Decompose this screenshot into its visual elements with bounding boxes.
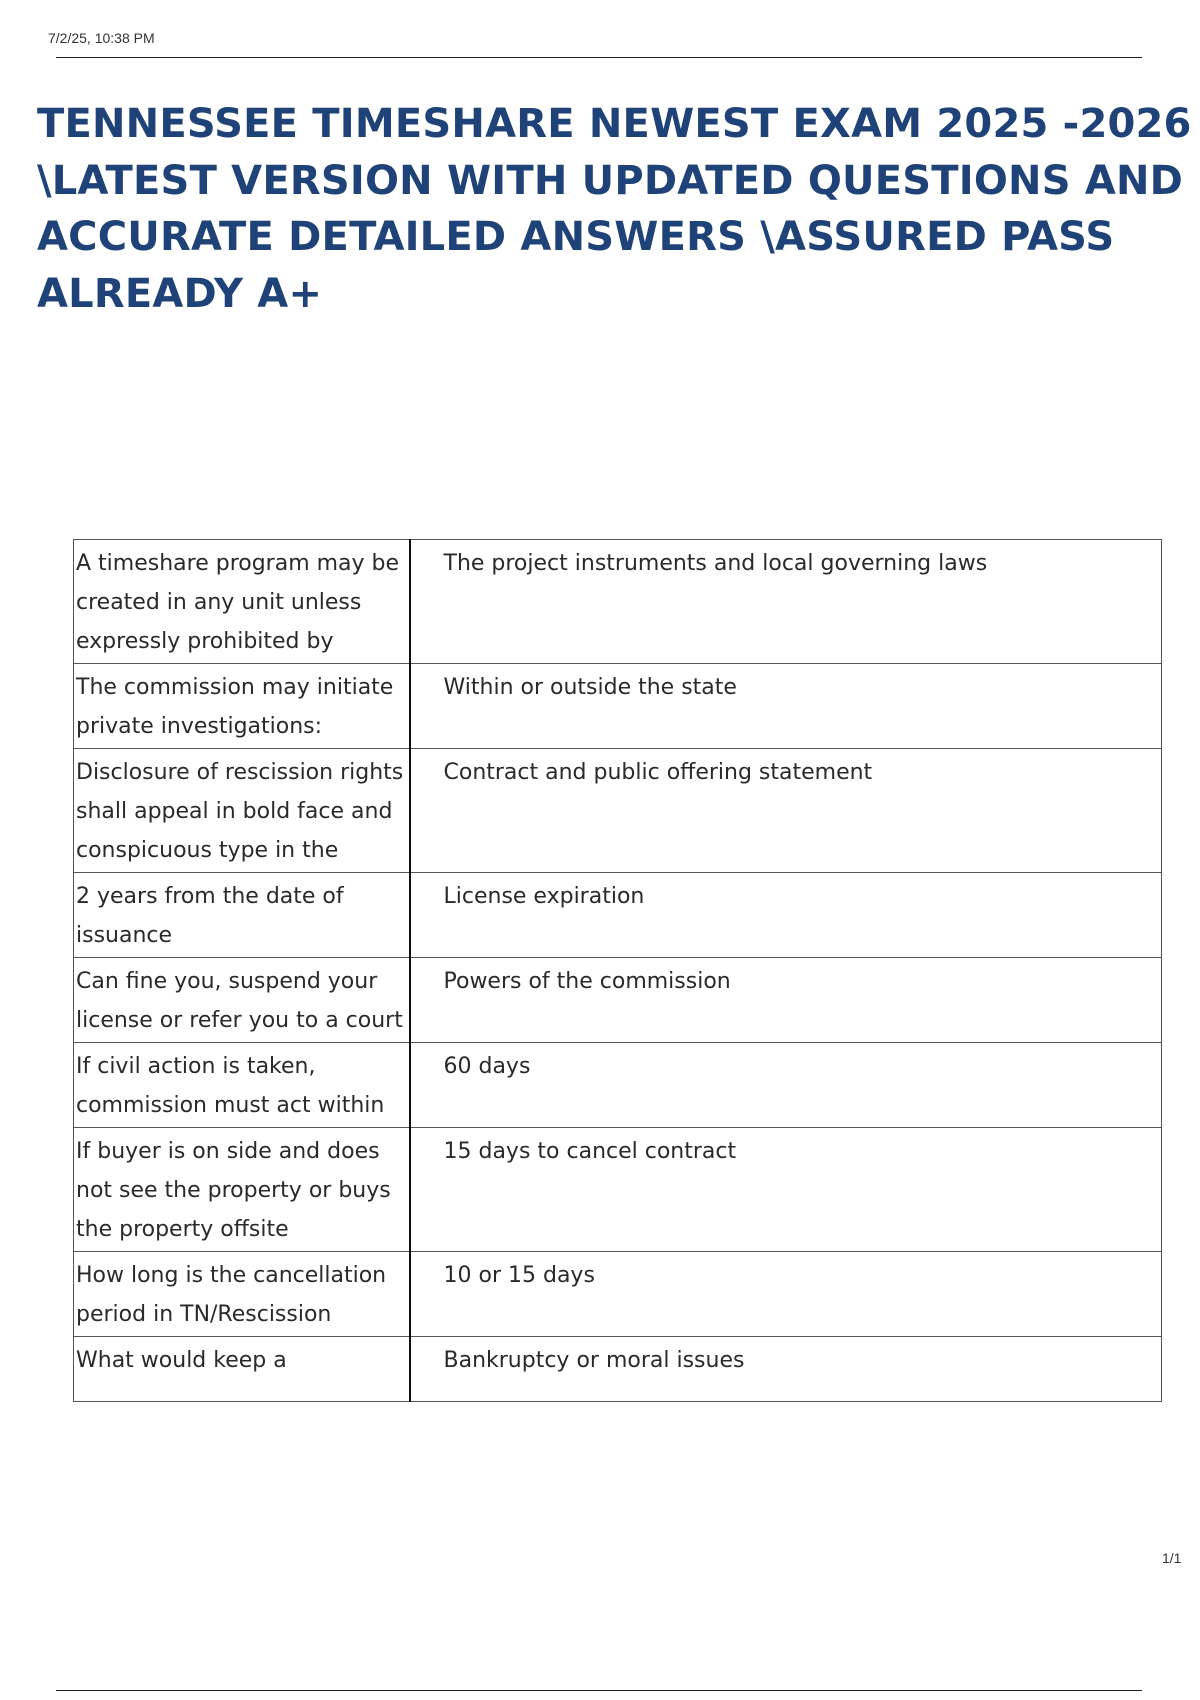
question-cell: A timeshare program may be created in any unit unless expressly prohibited by [74,540,410,664]
flashcard-table [73,539,1162,1402]
question-cell: What would keep a [74,1337,410,1402]
table-row [74,1252,1162,1337]
question-cell: Disclosure of rescission rights shall appeal in bold face and conspicuous type in the [74,749,410,873]
answer-cell: Contract and public offering statement [410,749,1162,873]
title-line: ACCURATE DETAILED ANSWERS \ASSURED PASS [37,214,1115,260]
answer-cell: The project instruments and local governing laws [410,540,1162,664]
document-title [37,96,1197,322]
footer-divider [56,1690,1142,1691]
table-row [74,1043,1162,1128]
table-row [74,664,1162,749]
question-cell: Can fine you, suspend your license or refer you to a court [74,958,410,1043]
title-line: ALREADY A+ [37,270,323,317]
title-line: TENNESSEE TIMESHARE NEWEST EXAM 2025 -2026 [37,101,1192,147]
answer-cell: 10 or 15 days [410,1252,1162,1337]
question-cell: How long is the cancellation period in TN/Rescission [74,1252,410,1337]
answer-cell: Powers of the commission [410,958,1162,1043]
title-line: \LATEST VERSION WITH UPDATED QUESTIONS AND [37,157,1184,204]
table-row [74,873,1162,958]
answer-cell: Bankruptcy or moral issues [410,1337,1162,1402]
table-row [74,540,1162,664]
table-row [74,1128,1162,1252]
header-divider [56,57,1142,58]
answer-cell: Within or outside the state [410,664,1162,749]
answer-cell: 60 days [410,1043,1162,1128]
page-number: 1/1 [1162,1550,1182,1566]
answer-cell: 15 days to cancel contract [410,1128,1162,1252]
question-cell: The commission may initiate private investigations: [74,664,410,749]
table-row [74,1337,1162,1402]
question-cell: If civil action is taken, commission must act within [74,1043,410,1128]
print-timestamp: 7/2/25, 10:38 PM [48,30,155,46]
table-row [74,958,1162,1043]
question-cell: If buyer is on side and does not see the property or buys the property offsite [74,1128,410,1252]
answer-cell: License expiration [410,873,1162,958]
table-row [74,749,1162,873]
question-cell: 2 years from the date of issuance [74,873,410,958]
